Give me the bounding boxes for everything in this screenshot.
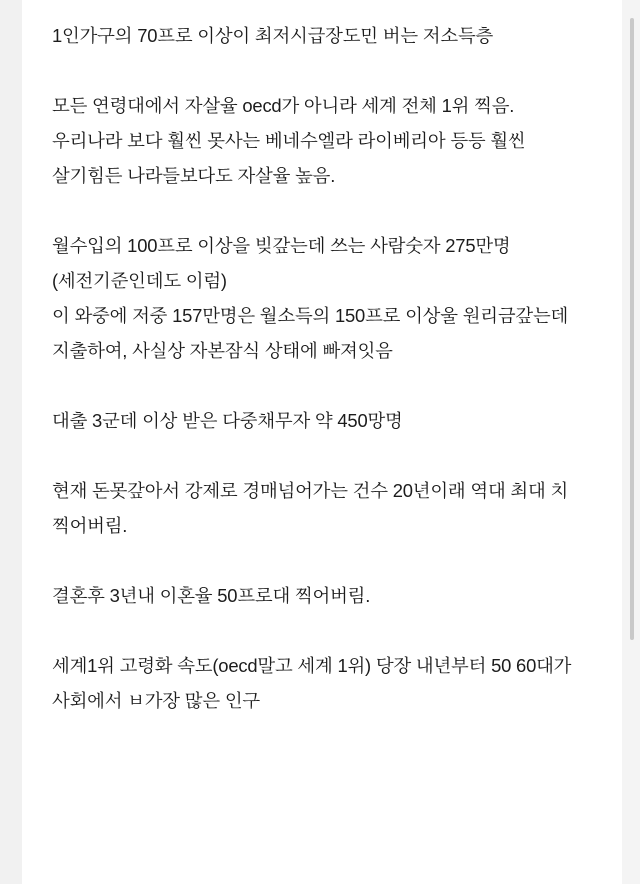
paragraph-7: 대출 3군데 이상 받은 다중채무자 약 450망명 <box>52 410 403 431</box>
paragraph-spacer <box>52 613 596 648</box>
paragraph-6: 이 와중에 저중 157만명은 월소득의 150프로 이상울 원리금갚는데 지출하여, 사실상 자본잠식 상태에 빠져잇음 <box>52 305 574 361</box>
left-margin <box>0 0 22 884</box>
paragraph-spacer <box>52 438 596 473</box>
paragraph-spacer <box>52 368 596 403</box>
paragraph-4: 월수입의 100프로 이상을 빚갚는데 쓰는 사람숫자 275만명 <box>52 235 511 256</box>
paragraph-spacer <box>52 193 596 228</box>
paragraph-spacer <box>52 543 596 578</box>
paragraph-8: 현재 돈못갚아서 강제로 경매넘어가는 건수 20년이래 역대 최대 치 찍어버림. <box>52 480 573 536</box>
paragraph-1: 1인가구의 70프로 이상이 최저시급장도민 버는 저소득층 <box>52 25 494 46</box>
paragraph-5: (세전기준인데도 이럼) <box>52 270 227 291</box>
paragraph-9: 결혼후 3년내 이혼율 50프로대 찍어버림. <box>52 585 371 606</box>
scrollbar-track[interactable] <box>633 0 637 884</box>
paragraph-2: 모든 연령대에서 자살율 oecd가 아니라 세계 전체 1위 찍음. <box>52 95 515 116</box>
paragraph-10: 세계1위 고령화 속도(oecd말고 세계 1위) 당장 내년부터 50 60대가 사회에서 ㅂ가장 많은 인구 <box>52 655 577 711</box>
document-content <box>22 0 622 884</box>
paragraph-spacer <box>52 53 596 88</box>
paragraph-3: 우리나라 보다 훨씬 못사는 베네수엘라 라이베리아 등등 훨씬 살기힘든 나라들보다도 자살율 높음. <box>52 130 531 186</box>
scrollbar-thumb[interactable] <box>630 18 634 640</box>
